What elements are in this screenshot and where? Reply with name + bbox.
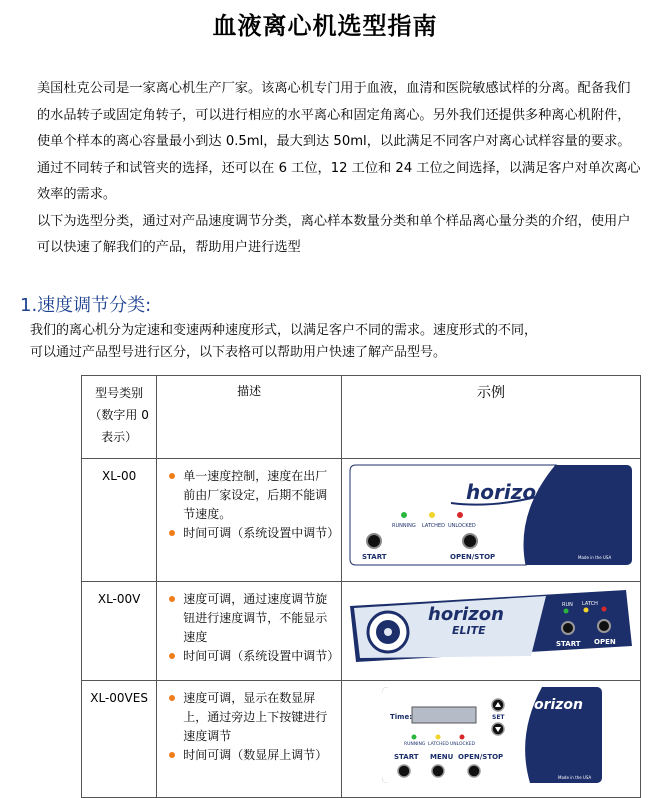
table-header-row [82,376,641,459]
latched-indicator-icon [436,735,441,740]
svg-text:Made in the USA: Made in the USA [558,775,592,780]
model-cell: XL-00VES [82,681,157,798]
open-button[interactable] [598,620,610,632]
table-row [82,459,641,582]
lid-indicator-icon [584,608,589,613]
elite-label: ELITE [452,624,486,637]
open-indicator-icon [602,607,607,612]
header-model-line-2: （数字用 0 [89,408,149,422]
header-example: 示例 [342,376,641,459]
svg-text:RUN: RUN [562,602,573,608]
description-cell [157,459,342,582]
panel-xl00v-image [346,586,636,666]
panel-xl00-image [346,463,636,567]
description-cell [157,681,342,798]
section-desc-line-2: 可以通过产品型号进行区分，以下表格可以帮助用户快速了解产品型号。 [30,345,447,360]
digital-display [412,707,476,723]
open-stop-button[interactable] [468,765,480,777]
page-title: 血液离心机选型指南 [212,12,438,40]
brand-logo: horizon [466,480,551,504]
header-description: 描述 [157,376,342,459]
bullet-item: 时间可调（数显屏上调节） [169,746,335,765]
section-description [30,320,640,364]
model-table [81,375,641,798]
example-cell [342,681,641,798]
panel-xl00ves-image [346,685,636,785]
section-desc-line-1: 我们的离心机分为定速和变速两种速度形式，以满足客户不同的需求。速度形式的不同， [30,323,538,338]
table-row [82,582,641,681]
section-heading: 1.速度调节分类: [20,295,152,316]
bullet-item: 单一速度控制，速度在出厂前由厂家设定，后期不能调节速度。 [169,467,335,524]
latched-indicator-icon [429,512,435,518]
model-cell: XL-00V [82,582,157,681]
svg-text:Made in the USA: Made in the USA [578,555,612,560]
svg-text:SET: SET [492,714,505,721]
header-model-line-1: 型号类别 [95,386,144,400]
svg-text:START: START [556,640,581,648]
svg-text:START: START [394,753,419,761]
intro-paragraph-2: 以下为选型分类，通过对产品速度调节分类，离心样本数量分类和单个样品离心量分类的介绍，使用户可以快速了解我们的产品，帮助用户进行选型 [37,213,631,255]
start-button[interactable] [562,622,574,634]
open-stop-button[interactable] [463,534,477,548]
start-button[interactable] [398,765,410,777]
start-button[interactable] [367,534,381,548]
svg-text:OPEN/STOP: OPEN/STOP [450,553,496,561]
svg-text:LATCHED: LATCHED [422,523,445,529]
running-indicator-icon [412,735,417,740]
bullet-item: 时间可调（系统设置中调节） [169,647,335,666]
header-model-line-3: 表示） [101,430,138,444]
svg-text:LATCH: LATCH [582,601,598,607]
svg-text:OPEN/STOP: OPEN/STOP [458,753,504,761]
svg-text:UNLOCKED: UNLOCKED [448,523,476,529]
example-cell [342,582,641,681]
brand-logo: horizon [524,697,584,713]
time-label: Time: [390,713,413,721]
run-indicator-icon [564,609,569,614]
description-cell [157,582,342,681]
brand-logo: horizon [428,604,504,625]
unlocked-indicator-icon [460,735,465,740]
svg-text:MENU: MENU [430,753,454,761]
unlocked-indicator-icon [457,512,463,518]
intro-paragraph-1: 美国杜克公司是一家离心机生产厂家。该离心机专门用于血液，血清和医院敏感试样的分离。配备我们的水品转子或固定角转子，可以进行相应的水平离心和固定角离心。另外我们还提供多种离心机附件，使单个样本的离心容量最小到达 0.5ml，最大到达 50ml，以此满足不同客户对离心试样容量的要求。通过不同转子和试管夹的选择，还可以在 6 工位，12 工位和 24 工位之间选择，以满足客户对单次离心效率的需求。 [37,81,641,202]
bullet-item: 速度可调，通过速度调节旋钮进行速度调节，不能显示速度 [169,590,335,647]
svg-text:UNLOCKED: UNLOCKED [450,742,475,747]
svg-text:OPEN: OPEN [594,638,616,646]
bullet-item: 速度可调，显示在数显屏上，通过旁边上下按键进行速度调节 [169,689,335,746]
bullet-item: 时间可调（系统设置中调节） [169,524,335,543]
running-indicator-icon [401,512,407,518]
header-model-type [82,376,157,459]
svg-text:RUNNING: RUNNING [392,523,416,529]
intro-text [37,76,641,262]
menu-button[interactable] [432,765,444,777]
example-cell [342,459,641,582]
table-row [82,681,641,798]
svg-text:RUNNING: RUNNING [404,742,426,747]
svg-text:START: START [362,553,387,561]
svg-text:LATCHED: LATCHED [428,742,449,747]
model-cell: XL-00 [82,459,157,582]
